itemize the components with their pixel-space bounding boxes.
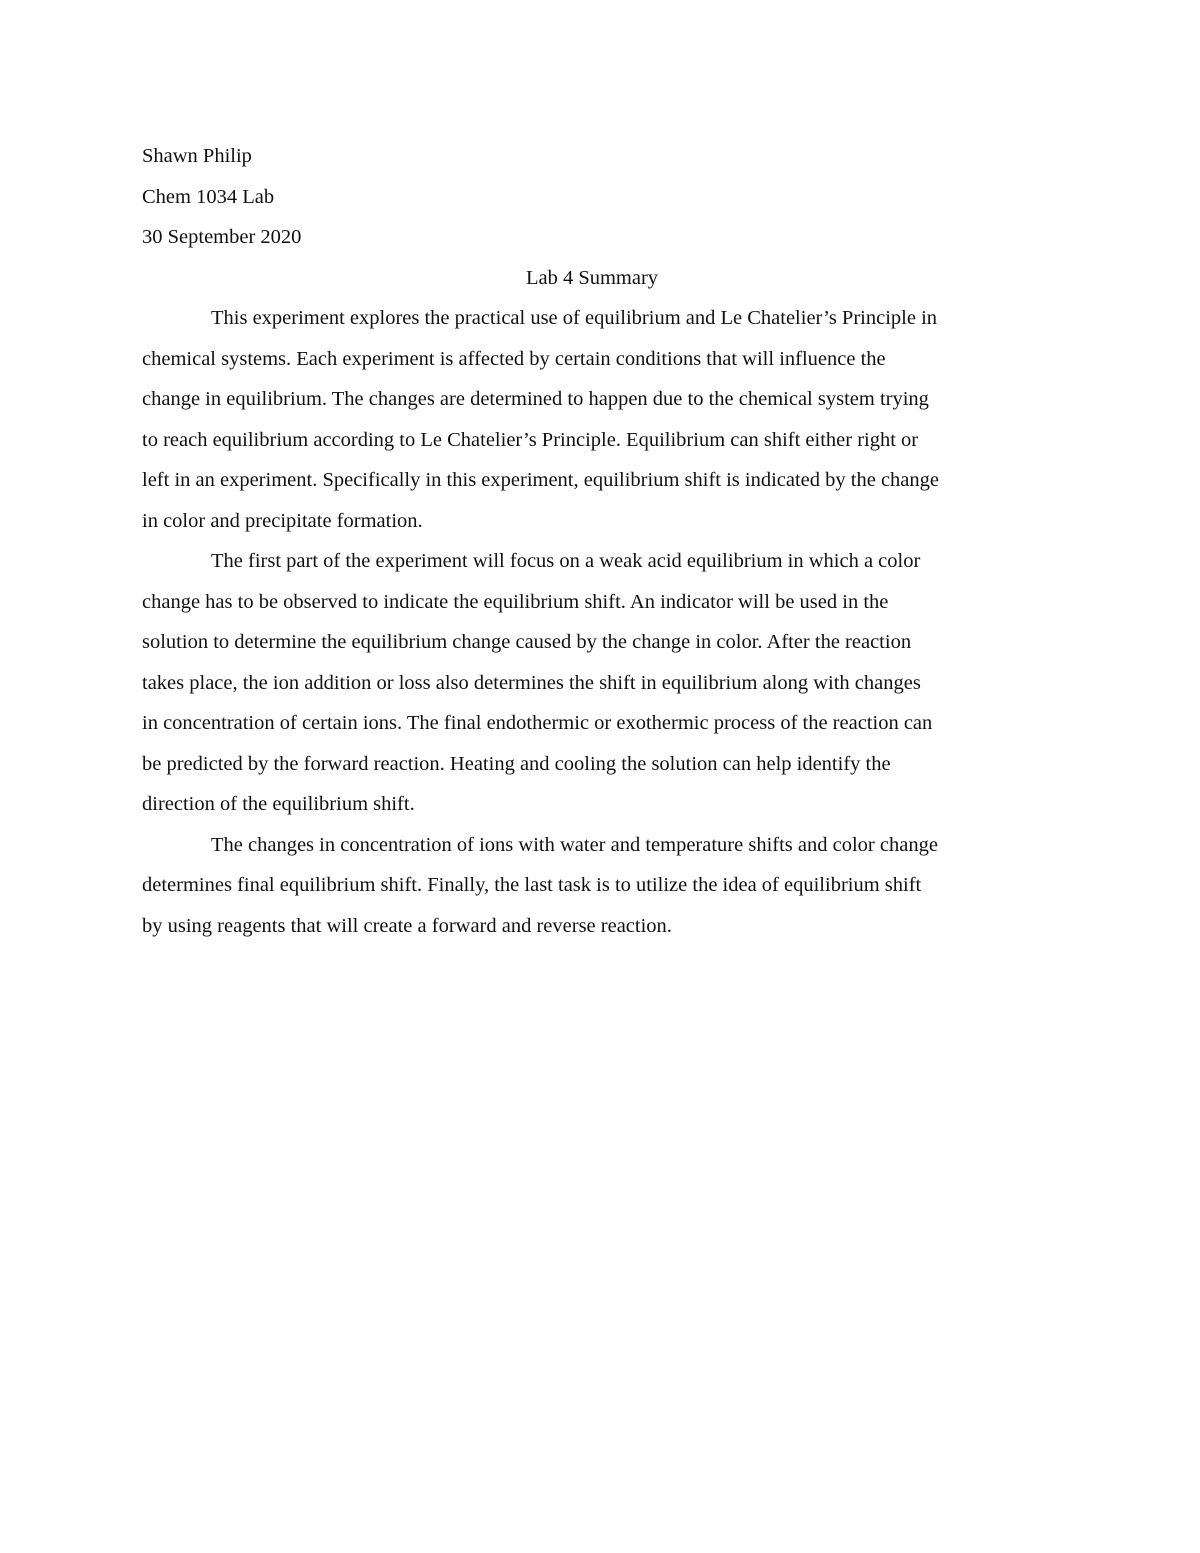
paragraph-line: to reach equilibrium according to Le Chatelier’s Principle. Equilibrium can shift either right or [142, 428, 919, 451]
paragraph-line: in color and precipitate formation. [142, 509, 423, 532]
paragraph-2 [142, 541, 1060, 825]
paragraph-line: takes place, the ion addition or loss also determines the shift in equilibrium along with changes [142, 671, 921, 694]
paragraph-3 [142, 825, 1060, 947]
document-title: Lab 4 Summary [525, 266, 659, 289]
paragraph-line: The first part of the experiment will focus on a weak acid equilibrium in which a color [211, 550, 921, 572]
document-body [142, 136, 1060, 946]
paragraph-line: be predicted by the forward reaction. Heating and cooling the solution can help identify the [142, 752, 891, 775]
author-name: Shawn Philip [142, 145, 252, 167]
paragraph-line: chemical systems. Each experiment is affected by certain conditions that will influence the [142, 347, 886, 370]
paragraph-1 [142, 298, 1060, 541]
paragraph-line: solution to determine the equilibrium change caused by the change in color. After the reaction [142, 631, 912, 653]
document-date: 30 September 2020 [142, 226, 302, 248]
paragraph-line: The changes in concentration of ions with water and temperature shifts and color change [211, 833, 938, 856]
paragraph-line: direction of the equilibrium shift. [142, 793, 415, 815]
paragraph-line: left in an experiment. Specifically in this experiment, equilibrium shift is indicated by the change [142, 469, 939, 491]
paragraph-line: change has to be observed to indicate the equilibrium shift. An indicator will be used in the [142, 590, 889, 613]
paragraph-line: This experiment explores the practical use of equilibrium and Le Chatelier’s Principle in [211, 307, 938, 329]
course-name: Chem 1034 Lab [142, 185, 275, 208]
paragraph-line: by using reagents that will create a forward and reverse reaction. [142, 914, 672, 937]
paragraph-line: change in equilibrium. The changes are determined to happen due to the chemical system trying [142, 388, 929, 410]
paragraph-line: in concentration of certain ions. The final endothermic or exothermic process of the reaction can [142, 712, 933, 734]
paragraph-line: determines final equilibrium shift. Finally, the last task is to utilize the idea of equilibrium shift [142, 874, 922, 896]
